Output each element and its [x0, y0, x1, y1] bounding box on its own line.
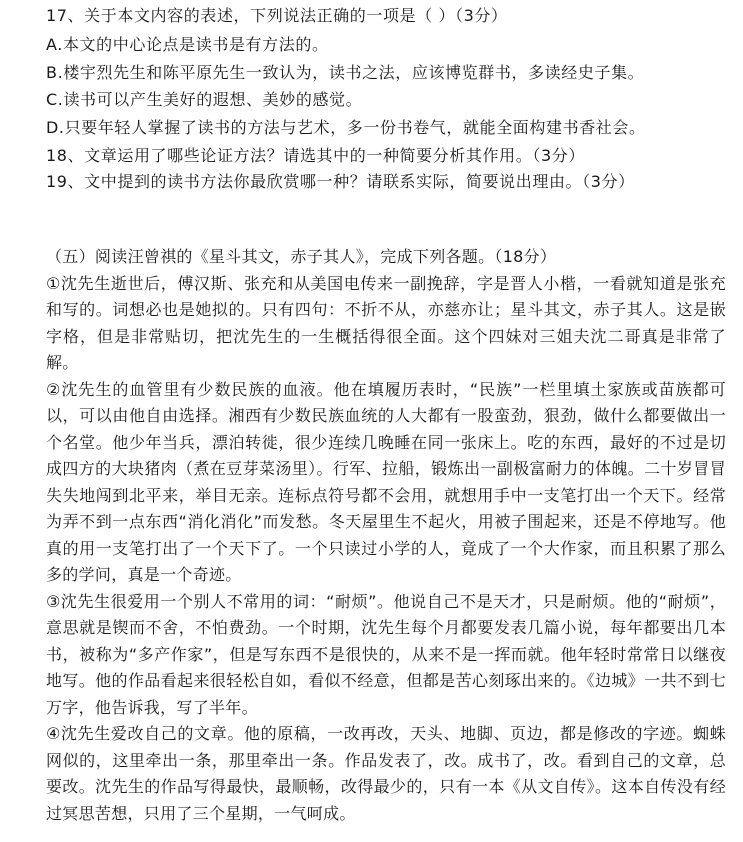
- reading-passage: [46, 244, 726, 827]
- question-19: 19、文中提到的读书方法你最欣赏哪一种？请联系实际，简要说出理由。（3分）: [46, 172, 635, 191]
- question-17-option-a: A.本文的中心论点是读书是有方法的。: [46, 35, 329, 54]
- question-17-option-c: C.读书可以产生美好的遐想、美妙的感觉。: [46, 90, 363, 109]
- paragraph-1: ①沈先生逝世后，傅汉斯、张充和从美国电传来一副挽辞，字是晋人小楷，一看就知道是张充和写的。词想必也是她拟的。只有四句：不折不从，亦慈亦让；星斗其文，赤子其人。这是嵌字格，但是非常贴切，把沈先生的一生概括得很全面。这个四妹对三姐夫沈二哥真是非常了解。: [46, 273, 726, 372]
- question-17-stem: 17、关于本文内容的表述，下列说法正确的一项是（ ）（3分）: [46, 6, 508, 25]
- paragraph-3: ③沈先生很爱用一个别人不常用的词：“耐烦”。他说自己不是天才，只是耐烦。他的“耐烦”，意思就是锲而不舍，不怕费劲。一个时期，沈先生每个月都要发表几篇小说，每年都要出几本书，被称为“多产作家”，但是写东西不是很快的，从来不是一挥而就。他年轻时常常日以继夜地写。他的作品看起来很轻松自如，看似不经意，但都是苦心刻琢出来的。《边城》一共不到七万字，他告诉我，写了半年。: [46, 591, 726, 717]
- section-title: （五）阅读汪曾祺的《星斗其文，赤子其人》，完成下列各题。（18分）: [46, 247, 557, 266]
- question-17-option-d: D.只要年轻人掌握了读书的方法与艺术，多一份书卷气，就能全面构建书香社会。: [46, 118, 646, 137]
- question-18: 18、文章运用了哪些论证方法？请选其中的一种简要分析其作用。（3分）: [46, 146, 585, 165]
- paragraph-2: ②沈先生的血管里有少数民族的血液。他在填履历表时，“民族”一栏里填土家族或苗族都可以，可以由他自由选择。湘西有少数民族血统的人大都有一股蛮劲，狠劲，做什么都要做出一个名堂。他少年当兵，漂泊转徙，很少连续几晚睡在同一张床上。吃的东西，最好的不过是切成四方的大块猪肉（煮在豆芽菜汤里）。行军、拉船，锻炼出一副极富耐力的体魄。二十岁冒冒失失地闯到北平来，举目无亲。连标点符号都不会用，就想用手中一支笔打出一个天下。经常为弄不到一点东西“消化消化”而发愁。冬天屋里生不起火，用被子围起来，还是不停地写。他真的用一支笔打出了一个天下了。一个只读过小学的人，竟成了一个大作家，而且积累了那么多的学问，真是一个奇迹。: [46, 379, 726, 584]
- question-17-option-b: B.楼宇烈先生和陈平原先生一致认为，读书之法，应该博览群书，多读经史子集。: [46, 63, 645, 82]
- paragraph-4: ④沈先生爱改自己的文章。他的原稿，一改再改，天头、地脚、页边，都是修改的字迹。蜘蛛网似的，这里牵出一条，那里牵出一条。作品发表了，改。成书了，改。看到自己的文章，总要改。沈先生的作品写得最快，最顺畅，改得最少的，只有一本《从文自传》。这本自传没有经过冥思苦想，只用了三个星期，一气呵成。: [46, 724, 726, 823]
